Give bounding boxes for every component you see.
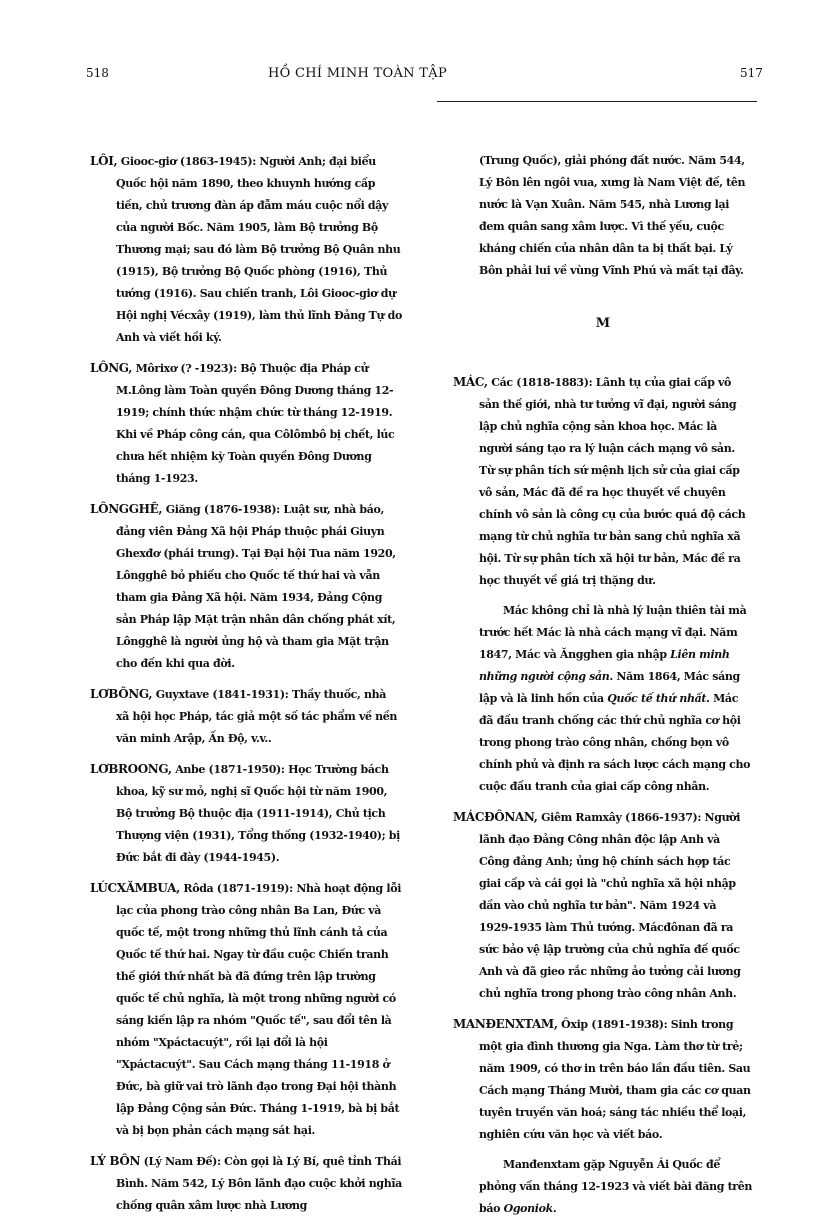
entry-alias: Giăng [165, 503, 201, 516]
entry-alias: Các [491, 376, 513, 389]
page-number-right: 517 [740, 66, 763, 80]
entry-alias: Ôxip [561, 1018, 588, 1031]
entry-text: (1841-1931): Thầy thuốc, nhà xã hội học Pháp, tác giả một số tác phẩm về nền văn minh Arập, Ấn Độ, v.v.. [116, 688, 398, 745]
left-column [90, 150, 402, 1225]
entry-mac [453, 371, 753, 592]
entry-macdonan [453, 806, 753, 1005]
entry-loi [90, 150, 402, 349]
para-italic: Ogoniok [503, 1202, 553, 1215]
marx-paragraph [453, 600, 753, 798]
para-italic: Liên minh những người cộng sản [479, 648, 730, 683]
entry-head: LƠBÔNG, [90, 687, 153, 701]
section-letter: M [595, 316, 611, 331]
entry-longghe [90, 498, 402, 675]
entry-text: (1871-1919): Nhà hoạt động lỗi lạc của phong trào công nhân Ba Lan, Đức và quốc tế, một trong những thủ lĩnh cánh tả của Quốc tế thứ hai. Ngay từ đầu cuộc Chiến tranh thế giới thứ nhất bà đã đứng trên lập trường quốc tế chủ nghĩa, là một trong những người có sáng kiến lập ra nhóm "Quốc tế", sau đổi tên là nhóm "Xpáctacuýt", rồi lại đổi là hội "Xpáctacuýt". Sau Cách mạng tháng 11-1918 ở Đức, bà giữ vai trò lãnh đạo trong Đại hội thành lập Đảng Cộng sản Đức. Tháng 1-1919, bà bị bắt và bị bọn phản cách mạng sát hại. [116, 882, 402, 1137]
para-text: Mác không chỉ là nhà lý luận thiên tài mà trước hết Mác là nhà cách mạng vĩ đại. Năm 1847, Mác và Ăngghen gia nhập [479, 604, 747, 661]
entry-text: (1876-1938): Luật sư, nhà báo, đảng viên Đảng Xã hội Pháp thuộc phái Giuyn Ghexđơ (phái trung). Tại Đại hội Tua năm 1920, Lôngghê bỏ phiếu cho Quốc tế thứ hai và vẫn tham gia Đảng Xã hội. Năm 1934, Đảng Cộng sản Pháp lập Mặt trận nhân dân chống phát xít, Lôngghê là người ủng hộ và tham gia Mặt trận cho đến khi qua đời. [116, 503, 396, 670]
entry-lucxambua [90, 877, 402, 1142]
entry-alias: Rôda [183, 882, 214, 895]
running-head: HỒ CHÍ MINH TOÀN TẬP [268, 66, 447, 81]
entry-head: LÔNG, [90, 361, 133, 375]
entry-text: (1871-1950): Học Trường bách khoa, kỹ sư mỏ, nghị sĩ Quốc hội từ năm 1900, Bộ trưởng Bộ thuộc địa (1911-1914), Chủ tịch Thượng viện (1931), Tổng thống (1932-1940); bị Đức bắt đi đày (1944-1945). [116, 763, 400, 864]
entry-lobroong [90, 758, 402, 869]
para-text: . Mác đã đấu tranh chống các thứ chủ nghĩa cơ hội trong phong trào công nhân, chống bọn vô chính phủ và định ra sách lược cách mạng cho cuộc đấu tranh của giai cấp công nhân. [479, 692, 751, 793]
entry-head: LÔI, [90, 154, 118, 168]
entry-mandenxtam [453, 1013, 753, 1146]
entry-lobong [90, 683, 402, 750]
entry-text: : Còn gọi là Lý Bí, quê tỉnh Thái Bình. Năm 542, Lý Bôn lãnh đạo cuộc khởi nghĩa chống quân xâm lược nhà Lương [116, 1155, 402, 1212]
entry-text: (1863-1945): Người Anh; đại biểu Quốc hội năm 1890, theo khuynh hướng cấp tiến, chủ trương đàn áp đẫm máu cuộc nổi dậy của người Bốc. Năm 1905, làm Bộ trưởng Bộ Thương mại; sau đó làm Bộ trưởng Bộ Quân nhu (1915), Bộ trưởng Bộ Quốc phòng (1916), Thủ tướng (1916). Sau chiến tranh, Lôi Giooc-giơ dự Hội nghị Vécxây (1919), làm thủ lĩnh Đảng Tự do Anh và viết hồi ký. [116, 155, 402, 344]
entry-ly-bon [90, 1150, 402, 1217]
entry-head: LÝ BÔN [90, 1154, 141, 1168]
para-text: Manđenxtam gặp Nguyễn Ái Quốc để phỏng vấn tháng 12-1923 và viết bài đăng trên báo [479, 1158, 753, 1215]
entry-alias: Guyxtave [155, 688, 209, 701]
entry-alias: Giooc-giơ [120, 155, 177, 168]
entry-head: LÚCXĂMBUA, [90, 881, 180, 895]
entry-text: (1818-1883): Lãnh tụ của giai cấp vô sản thế giới, nhà tư tưởng vĩ đại, người sáng lập chủ nghĩa cộng sản khoa học. Mác là người sáng tạo ra lý luận cách mạng vô sản. Từ sự phân tích sứ mệnh lịch sử của giai cấp vô sản, Mác đã đề ra học thuyết về chuyên chính vô sản là công cụ của bước quá độ cách mạng từ chủ nghĩa tư bản sang chủ nghĩa xã hội. Từ sự phân tích xã hội tư bản, Mác đề ra học thuyết về giá trị thặng dư. [479, 376, 746, 587]
entry-alias: Môrixơ [135, 362, 177, 375]
entry-text: (1866-1937): Người lãnh đạo Đảng Công nhân độc lập Anh và Công đảng Anh; ủng hộ chính sách hợp tác giai cấp và cái gọi là "chủ nghĩa xã hội nhập dần vào chủ nghĩa tư bản". Năm 1924 và 1929-1935 làm Thủ tướng. Mácđônan đã ra sức bảo vệ lập trường của chủ nghĩa đế quốc Anh và đã gieo rắc những ảo tưởng cải lương chủ nghĩa trong phong trào công nhân Anh. [479, 811, 741, 1000]
para-text: . Năm 1864, Mác sáng lập và là linh hồn của [479, 670, 740, 705]
mandenxtam-paragraph [453, 1154, 753, 1220]
entry-head: LƠBROONG, [90, 762, 172, 776]
entry-head: MÁC, [453, 375, 488, 389]
para-text: . [552, 1202, 557, 1215]
entry-long [90, 357, 402, 490]
para-italic: Quốc tế thứ nhất [607, 692, 707, 705]
entry-head: LÔNGGHÊ, [90, 502, 163, 516]
right-column [453, 150, 753, 1228]
continuation-text: (Trung Quốc), giải phóng đất nước. Năm 544, Lý Bôn lên ngôi vua, xưng là Nam Việt đế, tên nước là Vạn Xuân. Năm 545, nhà Lương lại đem quân sang xâm lược. Vì thế yếu, cuộc kháng chiến của nhân dân ta bị thất bại. Lý Bôn phải lui về vùng Vĩnh Phú và mất tại đây. [479, 154, 746, 277]
entry-text: (? -1923): Bộ Thuộc địa Pháp cử M.Lông làm Toàn quyền Đông Dương tháng 12-1919; chính thức nhậm chức từ tháng 12-1919. Khi về Pháp công cán, qua Côlômbô bị chết, lúc chưa hết nhiệm kỳ Toàn quyền Đông Dương tháng 1-1923. [116, 362, 395, 485]
entry-alias: Giêm Ramxây [541, 811, 622, 824]
entry-alias: (Lý Nam Đế) [143, 1155, 217, 1168]
page-number-left: 518 [86, 66, 109, 80]
entry-text: (1891-1938): Sinh trong một gia đình thương gia Nga. Làm thơ từ trẻ; năm 1909, có thơ in trên báo lần đầu tiên. Sau Cách mạng Tháng Mười, tham gia các cơ quan tuyên truyền văn hoá; sáng tác nhiều thể loại, nghiên cứu văn học và viết báo. [479, 1018, 751, 1141]
header-rule [437, 101, 757, 102]
entry-head: MANĐENXTAM, [453, 1017, 558, 1031]
entry-alias: Anbe [175, 763, 206, 776]
entry-head: MÁCĐÔNAN, [453, 810, 538, 824]
